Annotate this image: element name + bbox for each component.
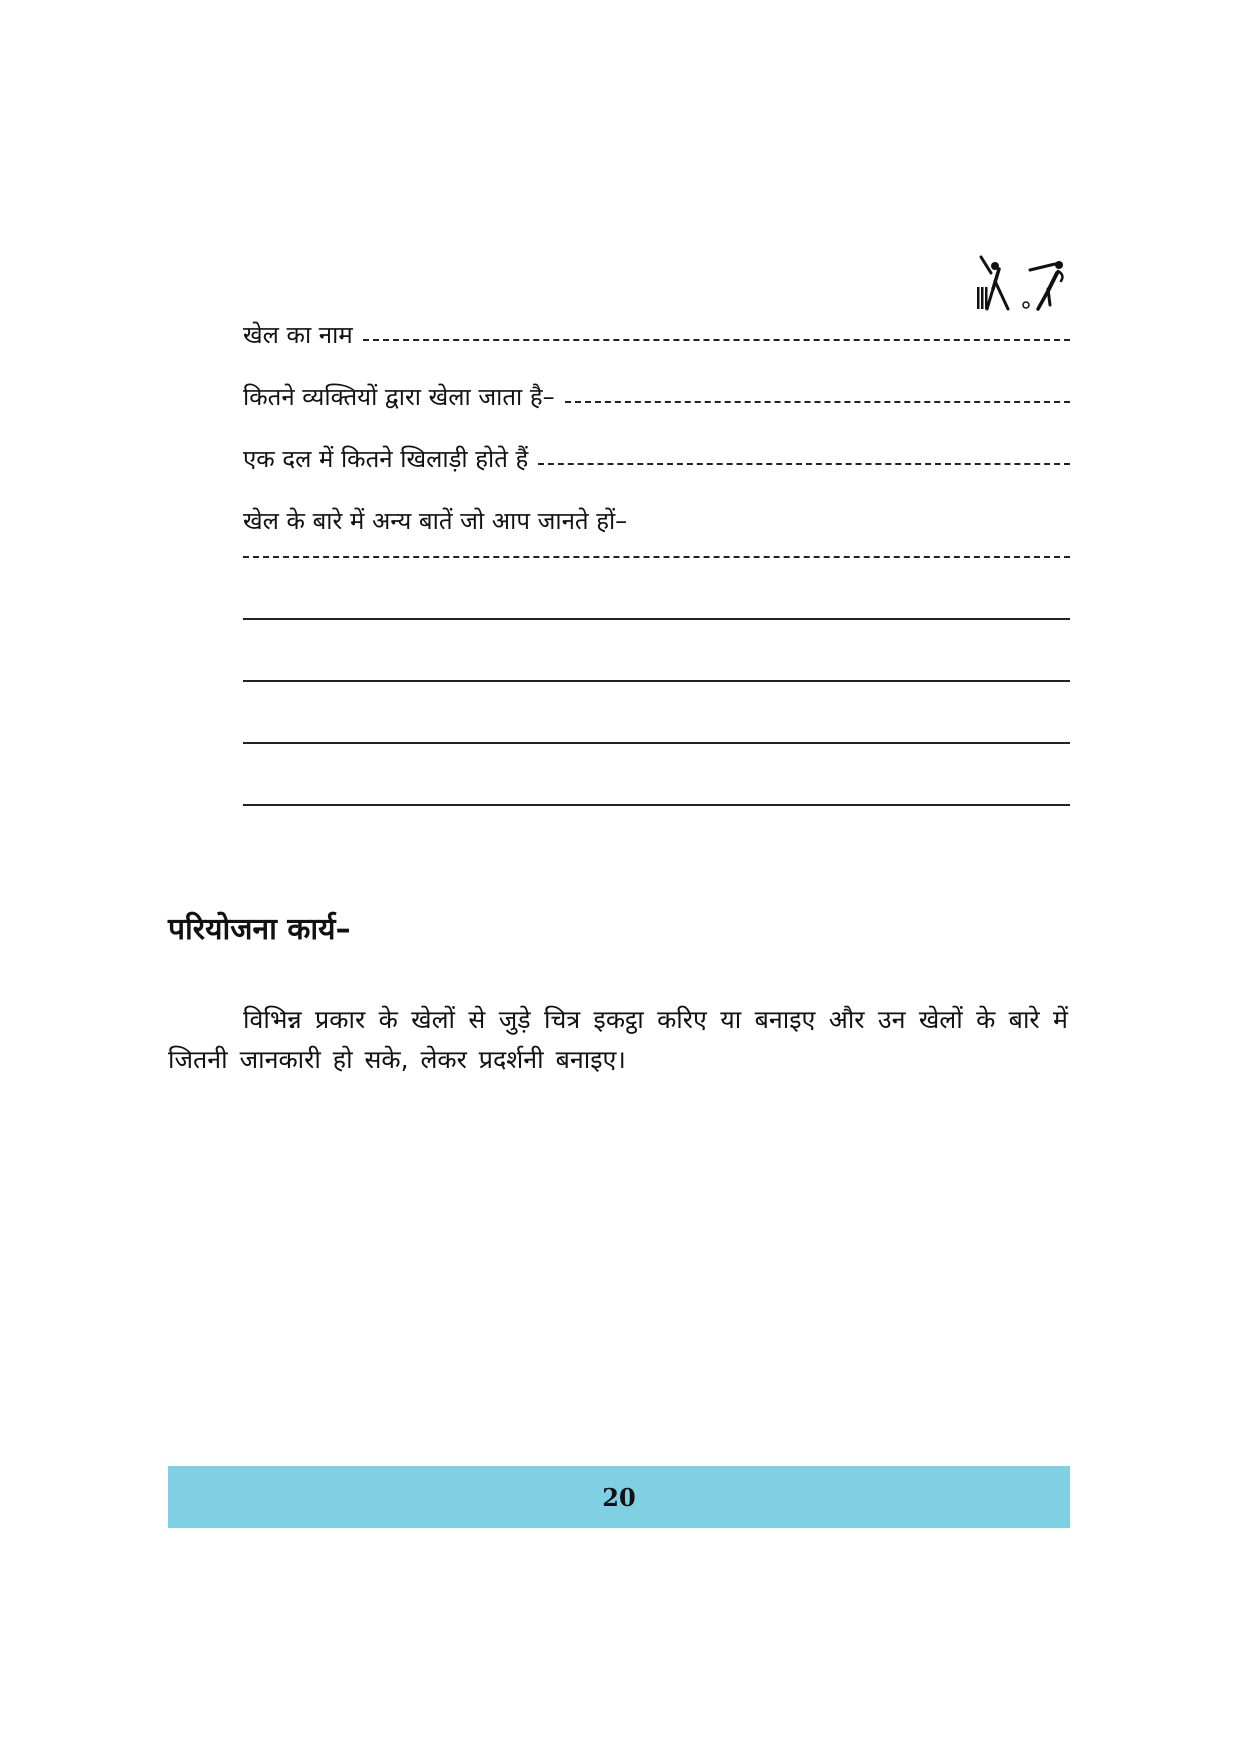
players-count-blank[interactable] — [565, 401, 1070, 403]
cricket-icon — [975, 255, 1070, 315]
other-facts-label: खेल के बारे में अन्य बातें जो आप जानते हों– — [243, 507, 628, 535]
players-count-field[interactable] — [243, 372, 1070, 412]
other-facts-blank-line[interactable] — [243, 742, 1070, 744]
players-count-label: कितने व्यक्तियों द्वारा खेला जाता है– — [243, 383, 555, 411]
game-name-label: खेल का नाम — [243, 321, 353, 349]
team-size-label: एक दल में कितने खिलाड़ी होते हैं — [243, 445, 529, 473]
other-facts-blank-line[interactable] — [243, 680, 1070, 682]
project-heading: परियोजना कार्य– — [168, 912, 351, 947]
other-facts-blank-line[interactable] — [243, 556, 1070, 558]
game-name-blank[interactable] — [363, 339, 1070, 341]
team-size-blank[interactable] — [538, 463, 1070, 465]
game-name-field[interactable] — [243, 310, 1070, 350]
footer-bar — [168, 1466, 1070, 1528]
team-size-field[interactable] — [243, 434, 1070, 474]
project-description: विभिन्न प्रकार के खेलों से जुड़े चित्र इकट्ठा करिए या बनाइए और उन खेलों के बारे में जितनी जानकारी हो सके, लेकर प्रदर्शनी बनाइए। — [168, 1005, 1068, 1074]
page-number: 20 — [602, 1482, 636, 1512]
other-facts-blank-line[interactable] — [243, 804, 1070, 806]
other-facts-blank-line[interactable] — [243, 618, 1070, 620]
other-facts-field — [243, 496, 1070, 536]
